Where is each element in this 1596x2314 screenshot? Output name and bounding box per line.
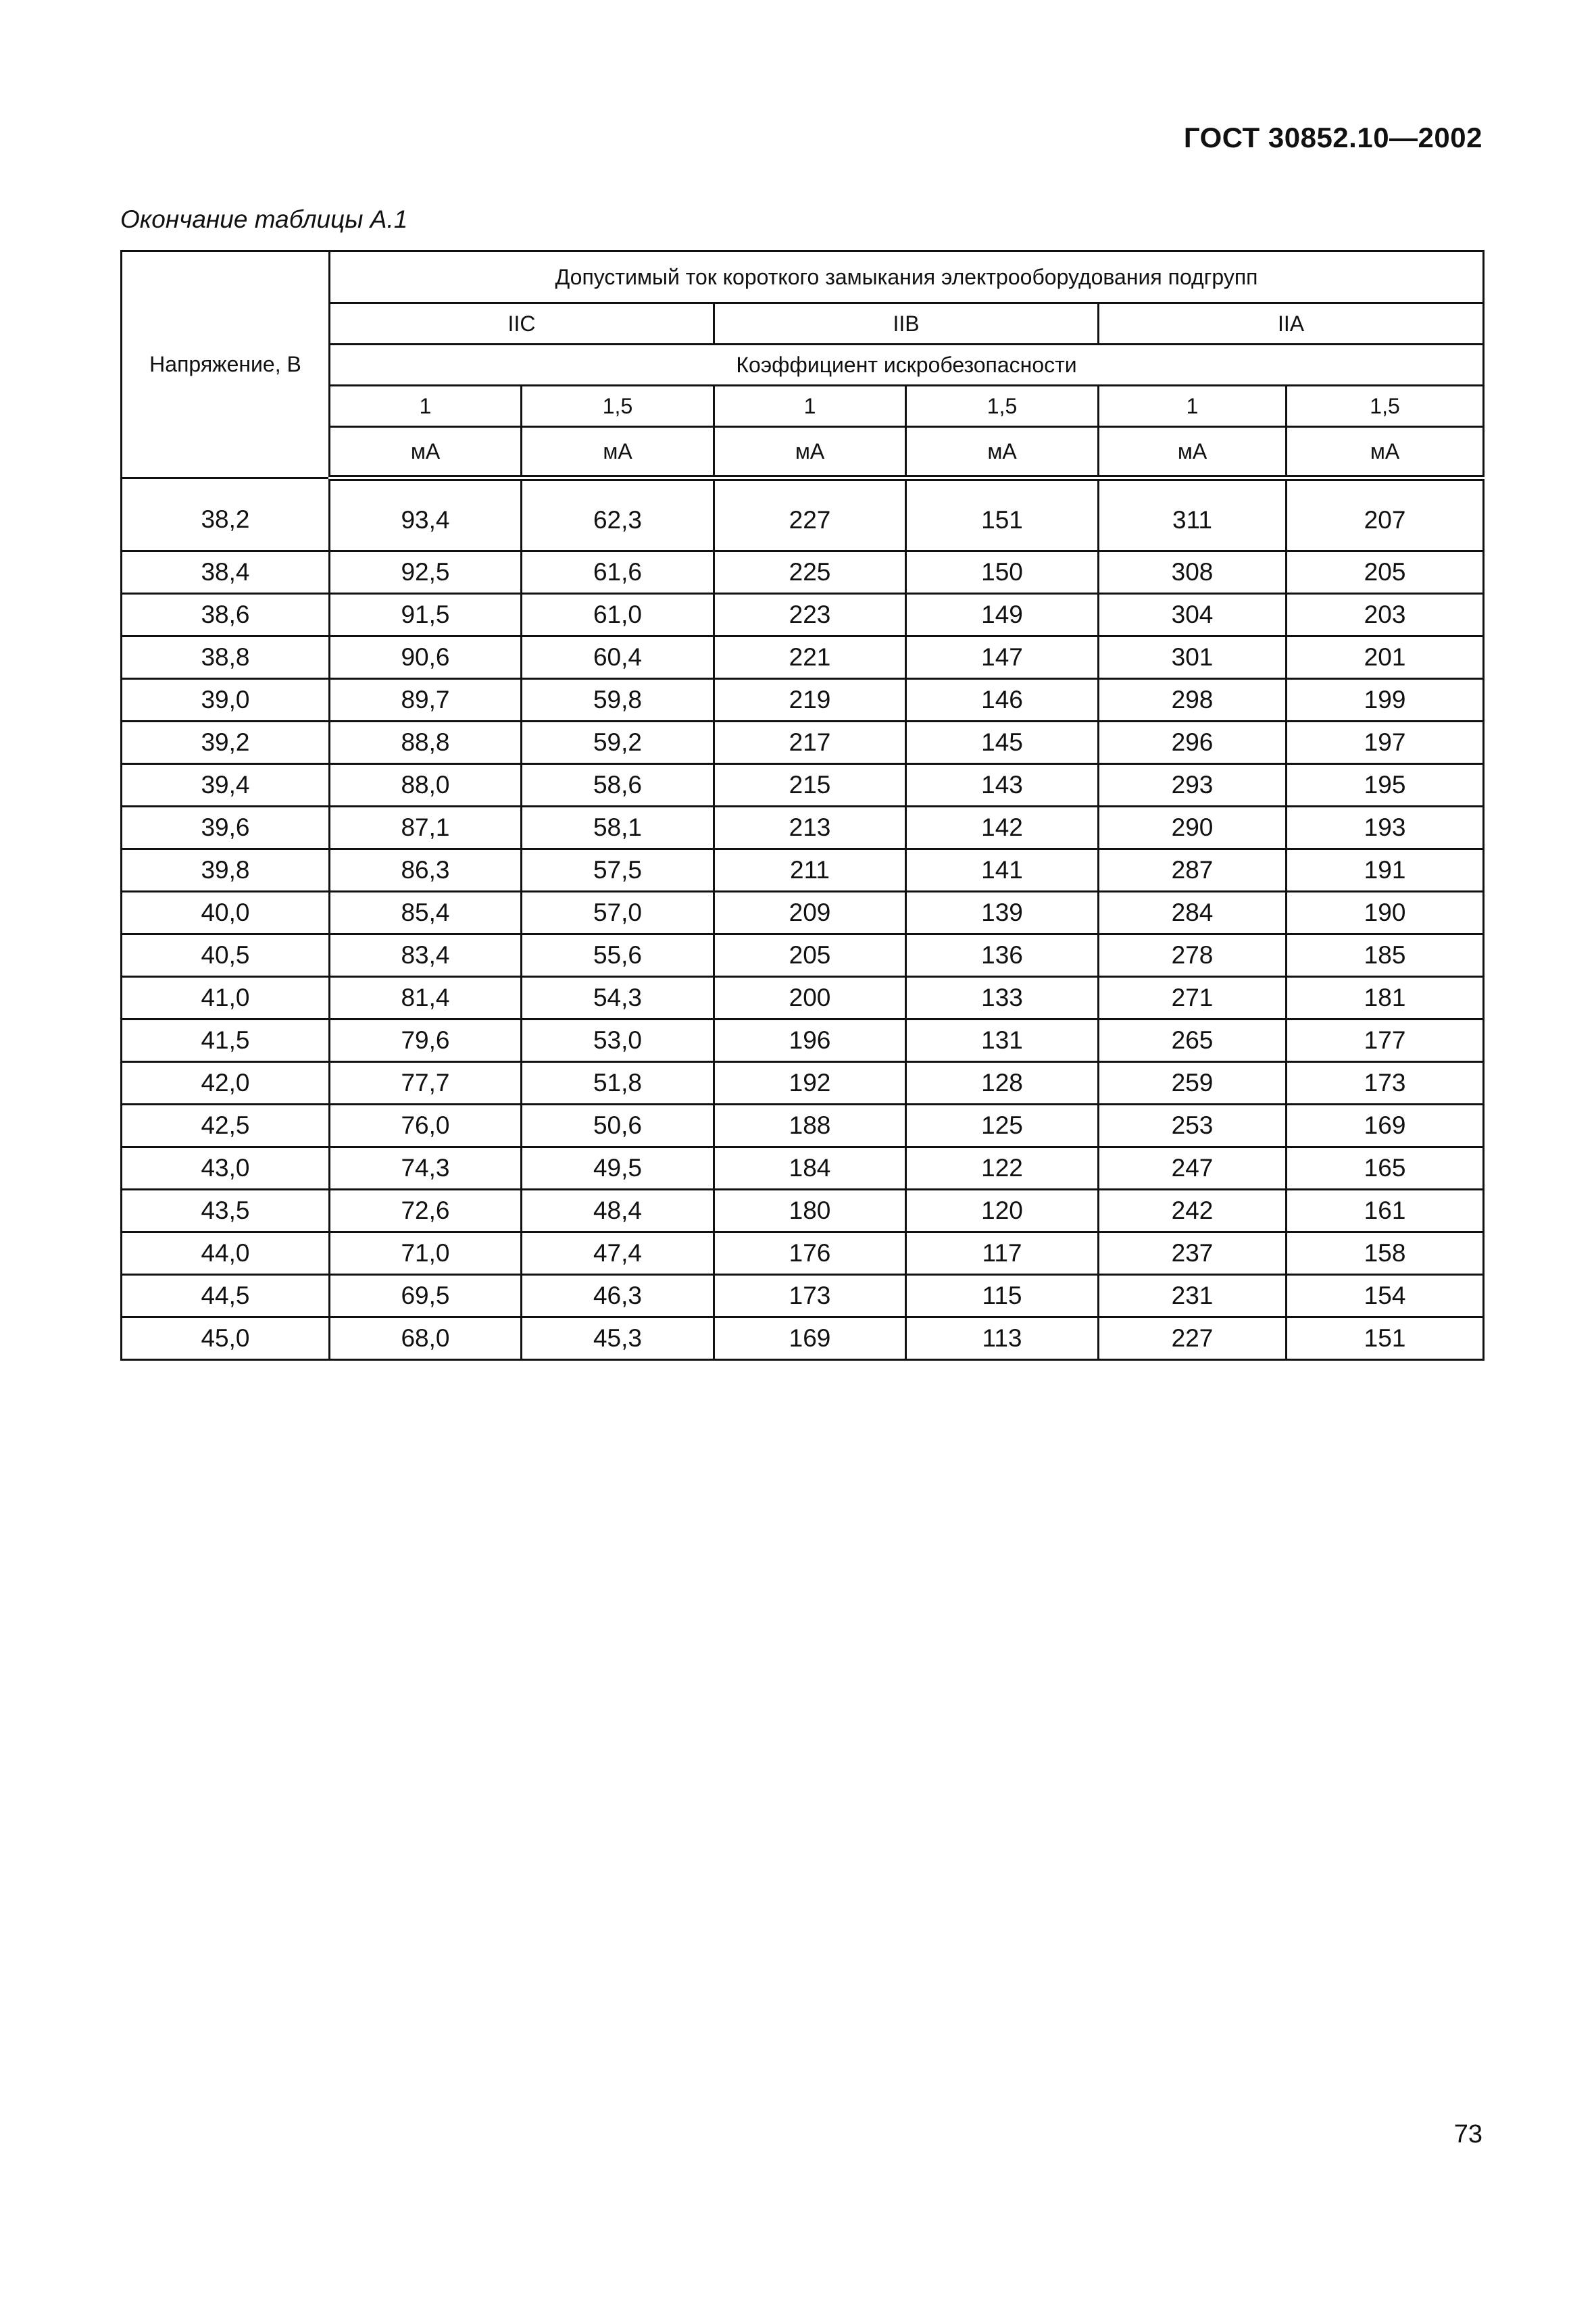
coefficient-value: 1 bbox=[714, 386, 906, 427]
coefficient-value: 1,5 bbox=[522, 386, 714, 427]
iic-k15-cell: 59,2 bbox=[522, 722, 714, 764]
iia-k15-cell: 169 bbox=[1287, 1105, 1484, 1147]
iia-k15-cell: 193 bbox=[1287, 807, 1484, 849]
iib-k15-cell: 128 bbox=[906, 1062, 1099, 1105]
iia-k1-cell: 247 bbox=[1099, 1147, 1287, 1190]
page-number: 73 bbox=[1453, 2120, 1482, 2148]
iib-k1-cell: 213 bbox=[714, 807, 906, 849]
iib-k1-cell: 180 bbox=[714, 1190, 906, 1232]
iia-k15-cell: 173 bbox=[1287, 1062, 1484, 1105]
voltage-cell: 45,0 bbox=[122, 1317, 330, 1360]
iia-k15-cell: 185 bbox=[1287, 934, 1484, 977]
voltage-cell: 40,5 bbox=[122, 934, 330, 977]
iib-k15-cell: 141 bbox=[906, 849, 1099, 892]
table-row bbox=[122, 1317, 1484, 1360]
voltage-cell: 39,2 bbox=[122, 722, 330, 764]
voltage-cell: 39,4 bbox=[122, 764, 330, 807]
table-row bbox=[122, 1105, 1484, 1147]
iia-k15-cell: 201 bbox=[1287, 636, 1484, 679]
subgroup-header: IIA bbox=[1099, 303, 1484, 345]
iia-k1-cell: 308 bbox=[1099, 551, 1287, 594]
iic-k15-cell: 61,6 bbox=[522, 551, 714, 594]
voltage-cell: 38,6 bbox=[122, 594, 330, 636]
table-row bbox=[122, 764, 1484, 807]
iia-k15-cell: 197 bbox=[1287, 722, 1484, 764]
table-row bbox=[122, 1020, 1484, 1062]
iia-k15-cell: 203 bbox=[1287, 594, 1484, 636]
current-header: Допустимый ток короткого замыкания электрооборудования подгрупп bbox=[330, 251, 1484, 303]
coefficient-value: 1,5 bbox=[906, 386, 1099, 427]
iib-k15-cell: 151 bbox=[906, 478, 1099, 551]
voltage-cell: 38,2 bbox=[122, 478, 330, 551]
iia-k1-cell: 290 bbox=[1099, 807, 1287, 849]
table-row bbox=[122, 1147, 1484, 1190]
iic-k1-cell: 88,8 bbox=[330, 722, 522, 764]
iic-k1-cell: 85,4 bbox=[330, 892, 522, 934]
iia-k15-cell: 195 bbox=[1287, 764, 1484, 807]
iia-k1-cell: 231 bbox=[1099, 1275, 1287, 1317]
table-row bbox=[122, 892, 1484, 934]
iib-k1-cell: 227 bbox=[714, 478, 906, 551]
unit-label: мА bbox=[906, 427, 1099, 478]
voltage-cell: 44,5 bbox=[122, 1275, 330, 1317]
iib-k15-cell: 149 bbox=[906, 594, 1099, 636]
iic-k15-cell: 53,0 bbox=[522, 1020, 714, 1062]
iic-k1-cell: 81,4 bbox=[330, 977, 522, 1020]
iia-k15-cell: 158 bbox=[1287, 1232, 1484, 1275]
voltage-cell: 39,6 bbox=[122, 807, 330, 849]
iia-k15-cell: 161 bbox=[1287, 1190, 1484, 1232]
iic-k15-cell: 50,6 bbox=[522, 1105, 714, 1147]
iib-k15-cell: 125 bbox=[906, 1105, 1099, 1147]
iic-k15-cell: 54,3 bbox=[522, 977, 714, 1020]
voltage-cell: 39,8 bbox=[122, 849, 330, 892]
iia-k1-cell: 242 bbox=[1099, 1190, 1287, 1232]
iia-k15-cell: 165 bbox=[1287, 1147, 1484, 1190]
iib-k1-cell: 223 bbox=[714, 594, 906, 636]
coefficient-value: 1 bbox=[330, 386, 522, 427]
iib-k1-cell: 192 bbox=[714, 1062, 906, 1105]
iic-k15-cell: 49,5 bbox=[522, 1147, 714, 1190]
coefficient-value: 1,5 bbox=[1287, 386, 1484, 427]
iib-k15-cell: 142 bbox=[906, 807, 1099, 849]
iib-k1-cell: 217 bbox=[714, 722, 906, 764]
iia-k1-cell: 284 bbox=[1099, 892, 1287, 934]
iic-k15-cell: 48,4 bbox=[522, 1190, 714, 1232]
iib-k1-cell: 211 bbox=[714, 849, 906, 892]
iic-k1-cell: 90,6 bbox=[330, 636, 522, 679]
unit-label: мА bbox=[330, 427, 522, 478]
voltage-cell: 44,0 bbox=[122, 1232, 330, 1275]
iib-k15-cell: 139 bbox=[906, 892, 1099, 934]
iib-k15-cell: 146 bbox=[906, 679, 1099, 722]
iic-k1-cell: 91,5 bbox=[330, 594, 522, 636]
iia-k1-cell: 296 bbox=[1099, 722, 1287, 764]
current-table bbox=[120, 250, 1485, 1361]
iic-k15-cell: 46,3 bbox=[522, 1275, 714, 1317]
iib-k15-cell: 113 bbox=[906, 1317, 1099, 1360]
iib-k15-cell: 120 bbox=[906, 1190, 1099, 1232]
voltage-header: Напряжение, В bbox=[122, 251, 330, 478]
iia-k1-cell: 259 bbox=[1099, 1062, 1287, 1105]
iic-k15-cell: 45,3 bbox=[522, 1317, 714, 1360]
iia-k1-cell: 253 bbox=[1099, 1105, 1287, 1147]
iib-k1-cell: 209 bbox=[714, 892, 906, 934]
voltage-cell: 43,5 bbox=[122, 1190, 330, 1232]
table-row bbox=[122, 478, 1484, 551]
coefficient-value: 1 bbox=[1099, 386, 1287, 427]
iic-k1-cell: 77,7 bbox=[330, 1062, 522, 1105]
iia-k1-cell: 301 bbox=[1099, 636, 1287, 679]
iic-k1-cell: 79,6 bbox=[330, 1020, 522, 1062]
voltage-cell: 42,5 bbox=[122, 1105, 330, 1147]
table-row bbox=[122, 1190, 1484, 1232]
iia-k15-cell: 181 bbox=[1287, 977, 1484, 1020]
iia-k15-cell: 207 bbox=[1287, 478, 1484, 551]
iia-k1-cell: 287 bbox=[1099, 849, 1287, 892]
iic-k1-cell: 86,3 bbox=[330, 849, 522, 892]
table-row bbox=[122, 849, 1484, 892]
iia-k1-cell: 278 bbox=[1099, 934, 1287, 977]
iic-k15-cell: 57,0 bbox=[522, 892, 714, 934]
unit-label: мА bbox=[1099, 427, 1287, 478]
table-row bbox=[122, 807, 1484, 849]
coefficient-header: Коэффициент искробезопасности bbox=[330, 345, 1484, 386]
iib-k15-cell: 133 bbox=[906, 977, 1099, 1020]
iib-k1-cell: 221 bbox=[714, 636, 906, 679]
iia-k1-cell: 311 bbox=[1099, 478, 1287, 551]
table-body bbox=[122, 478, 1484, 1360]
iia-k15-cell: 177 bbox=[1287, 1020, 1484, 1062]
iic-k15-cell: 59,8 bbox=[522, 679, 714, 722]
iia-k1-cell: 265 bbox=[1099, 1020, 1287, 1062]
iic-k1-cell: 93,4 bbox=[330, 478, 522, 551]
iic-k1-cell: 71,0 bbox=[330, 1232, 522, 1275]
voltage-cell: 43,0 bbox=[122, 1147, 330, 1190]
iib-k1-cell: 188 bbox=[714, 1105, 906, 1147]
iic-k15-cell: 57,5 bbox=[522, 849, 714, 892]
iia-k15-cell: 154 bbox=[1287, 1275, 1484, 1317]
table-header bbox=[122, 251, 1484, 478]
iib-k15-cell: 115 bbox=[906, 1275, 1099, 1317]
table-caption: Окончание таблицы А.1 bbox=[120, 205, 408, 233]
document-code: ГОСТ 30852.10—2002 bbox=[1183, 122, 1482, 153]
iic-k15-cell: 62,3 bbox=[522, 478, 714, 551]
iic-k15-cell: 47,4 bbox=[522, 1232, 714, 1275]
iib-k1-cell: 225 bbox=[714, 551, 906, 594]
iic-k1-cell: 74,3 bbox=[330, 1147, 522, 1190]
iic-k1-cell: 76,0 bbox=[330, 1105, 522, 1147]
iib-k1-cell: 205 bbox=[714, 934, 906, 977]
voltage-cell: 38,4 bbox=[122, 551, 330, 594]
iia-k1-cell: 293 bbox=[1099, 764, 1287, 807]
table-row bbox=[122, 551, 1484, 594]
iic-k1-cell: 72,6 bbox=[330, 1190, 522, 1232]
iic-k1-cell: 88,0 bbox=[330, 764, 522, 807]
voltage-cell: 38,8 bbox=[122, 636, 330, 679]
iic-k1-cell: 89,7 bbox=[330, 679, 522, 722]
voltage-cell: 39,0 bbox=[122, 679, 330, 722]
table-row bbox=[122, 977, 1484, 1020]
table-row bbox=[122, 636, 1484, 679]
iia-k15-cell: 199 bbox=[1287, 679, 1484, 722]
iic-k15-cell: 58,6 bbox=[522, 764, 714, 807]
iic-k15-cell: 58,1 bbox=[522, 807, 714, 849]
iib-k1-cell: 219 bbox=[714, 679, 906, 722]
table-row bbox=[122, 679, 1484, 722]
iia-k15-cell: 205 bbox=[1287, 551, 1484, 594]
iib-k1-cell: 184 bbox=[714, 1147, 906, 1190]
voltage-cell: 41,0 bbox=[122, 977, 330, 1020]
iib-k15-cell: 122 bbox=[906, 1147, 1099, 1190]
iib-k15-cell: 150 bbox=[906, 551, 1099, 594]
table-row bbox=[122, 934, 1484, 977]
iib-k1-cell: 173 bbox=[714, 1275, 906, 1317]
iib-k1-cell: 169 bbox=[714, 1317, 906, 1360]
unit-label: мА bbox=[714, 427, 906, 478]
subgroup-header: IIB bbox=[714, 303, 1099, 345]
subgroup-header: IIC bbox=[330, 303, 714, 345]
iic-k1-cell: 83,4 bbox=[330, 934, 522, 977]
table-row bbox=[122, 1275, 1484, 1317]
iic-k1-cell: 69,5 bbox=[330, 1275, 522, 1317]
iic-k15-cell: 51,8 bbox=[522, 1062, 714, 1105]
iib-k15-cell: 131 bbox=[906, 1020, 1099, 1062]
iic-k1-cell: 68,0 bbox=[330, 1317, 522, 1360]
iic-k15-cell: 60,4 bbox=[522, 636, 714, 679]
iia-k1-cell: 298 bbox=[1099, 679, 1287, 722]
iic-k1-cell: 87,1 bbox=[330, 807, 522, 849]
table-row bbox=[122, 594, 1484, 636]
iib-k1-cell: 196 bbox=[714, 1020, 906, 1062]
unit-label: мА bbox=[522, 427, 714, 478]
table-row bbox=[122, 1232, 1484, 1275]
iib-k15-cell: 147 bbox=[906, 636, 1099, 679]
iic-k15-cell: 55,6 bbox=[522, 934, 714, 977]
voltage-cell: 40,0 bbox=[122, 892, 330, 934]
voltage-cell: 42,0 bbox=[122, 1062, 330, 1105]
iia-k15-cell: 190 bbox=[1287, 892, 1484, 934]
iic-k15-cell: 61,0 bbox=[522, 594, 714, 636]
iic-k1-cell: 92,5 bbox=[330, 551, 522, 594]
table-row bbox=[122, 1062, 1484, 1105]
iib-k1-cell: 176 bbox=[714, 1232, 906, 1275]
iia-k1-cell: 304 bbox=[1099, 594, 1287, 636]
voltage-cell: 41,5 bbox=[122, 1020, 330, 1062]
iia-k1-cell: 227 bbox=[1099, 1317, 1287, 1360]
iib-k15-cell: 145 bbox=[906, 722, 1099, 764]
iib-k15-cell: 136 bbox=[906, 934, 1099, 977]
iia-k1-cell: 271 bbox=[1099, 977, 1287, 1020]
table-row bbox=[122, 722, 1484, 764]
iib-k15-cell: 117 bbox=[906, 1232, 1099, 1275]
iia-k15-cell: 151 bbox=[1287, 1317, 1484, 1360]
iib-k1-cell: 215 bbox=[714, 764, 906, 807]
iib-k1-cell: 200 bbox=[714, 977, 906, 1020]
unit-label: мА bbox=[1287, 427, 1484, 478]
iia-k15-cell: 191 bbox=[1287, 849, 1484, 892]
iia-k1-cell: 237 bbox=[1099, 1232, 1287, 1275]
iib-k15-cell: 143 bbox=[906, 764, 1099, 807]
